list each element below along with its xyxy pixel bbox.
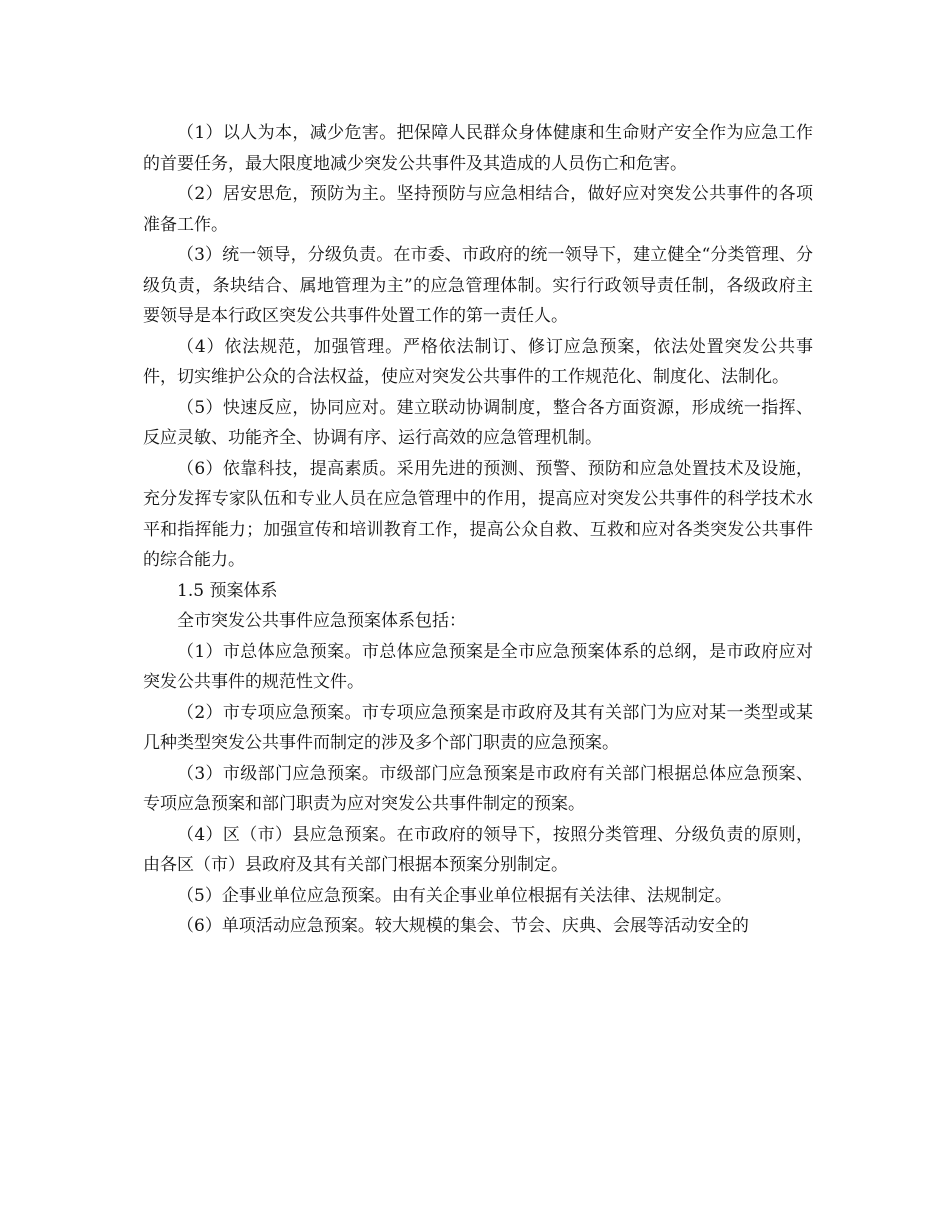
section-heading: 1.5 预案体系 — [177, 580, 278, 601]
plan-paragraph-4: （4）区（市）县应急预案。在市政府的领导下，按照分类管理、分级负责的原则，由各区（市）县政府及其有关部门根据本预案分别制定。 — [143, 824, 813, 875]
document-body — [143, 118, 813, 942]
principle-paragraph-6: （6）依靠科技，提高素质。采用先进的预测、预警、预防和应急处置技术及设施，充分发挥专家队伍和专业人员在应急管理中的作用，提高应对突发公共事件的科学技术水平和指挥能力；加强宣传和培训教育工作，提高公众自救、互救和应对各类突发公共事件的综合能力。 — [143, 458, 813, 570]
plan-paragraph-3: （3）市级部门应急预案。市级部门应急预案是市政府有关部门根据总体应急预案、专项应急预案和部门职责为应对突发公共事件制定的预案。 — [143, 763, 813, 814]
plan-paragraph-1: （1）市总体应急预案。市总体应急预案是全市应急预案体系的总纲，是市政府应对突发公共事件的规范性文件。 — [143, 641, 813, 692]
principle-paragraph-4: （4）依法规范，加强管理。严格依法制订、修订应急预案，依法处置突发公共事件，切实维护公众的合法权益，使应对突发公共事件的工作规范化、制度化、法制化。 — [143, 336, 813, 387]
principle-paragraph-3: （3）统一领导，分级负责。在市委、市政府的统一领导下，建立健全“分类管理、分级负责，条块结合、属地管理为主”的应急管理体制。实行行政领导责任制，各级政府主要领导是本行政区突发公共事件处置工作的第一责任人。 — [143, 245, 813, 326]
section-intro: 全市突发公共事件应急预案体系包括： — [177, 611, 466, 631]
principle-paragraph-1: （1）以人为本，减少危害。把保障人民群众身体健康和生命财产安全作为应急工作的首要任务，最大限度地减少突发公共事件及其造成的人员伤亡和危害。 — [143, 123, 813, 174]
plan-paragraph-2: （2）市专项应急预案。市专项应急预案是市政府及其有关部门为应对某一类型或某几种类型突发公共事件而制定的涉及多个部门职责的应急预案。 — [143, 702, 813, 753]
principle-paragraph-2: （2）居安思危，预防为主。坚持预防与应急相结合，做好应对突发公共事件的各项准备工作。 — [143, 184, 813, 235]
plan-paragraph-6: （6）单项活动应急预案。较大规模的集会、节会、庆典、会展等活动安全的 — [177, 916, 749, 936]
plan-paragraph-5: （5）企事业单位应急预案。由有关企事业单位根据有关法律、法规制定。 — [177, 885, 732, 906]
principle-paragraph-5: （5）快速反应，协同应对。建立联动协调制度，整合各方面资源，形成统一指挥、反应灵敏、功能齐全、协调有序、运行高效的应急管理机制。 — [143, 397, 813, 448]
